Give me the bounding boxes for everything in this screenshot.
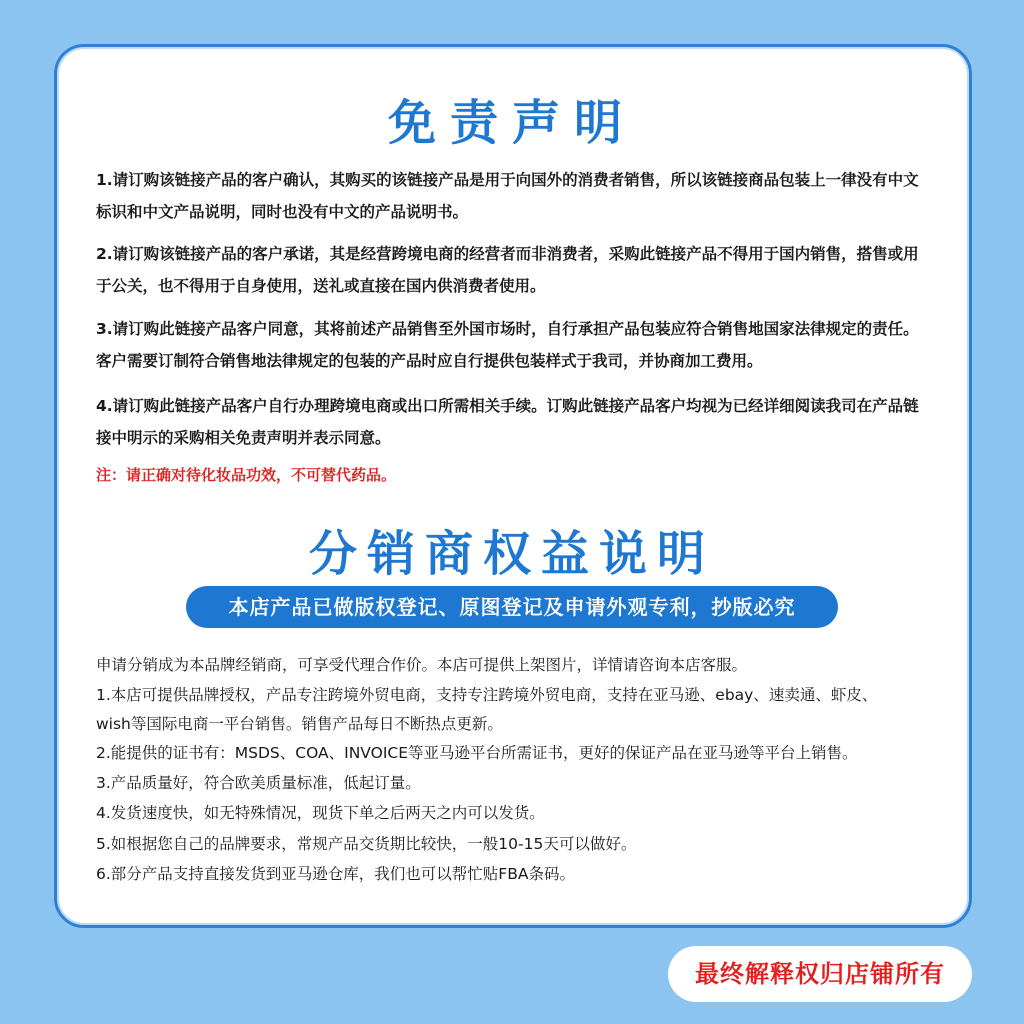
rights-item-3: 3.产品质量好，符合欧美质量标准，低起订量。 xyxy=(96,774,421,792)
disclaimer-item-2: 2.请订购该链接产品的客户承诺，其是经营跨境电商的经营者而非消费者，采购此链接产品不得用于国内销售，搭售或用于公关，也不得用于自身使用，送礼或直接在国内供消费者使用。 xyxy=(96,245,919,295)
rights-item-5: 5.如根据您自己的品牌要求，常规产品交货期比较快，一般10-15天可以做好。 xyxy=(96,835,637,853)
disclaimer-item-4: 4.请订购此链接产品客户自行办理跨境电商或出口所需相关手续。订购此链接产品客户均视为已经详细阅读我司在产品链接中明示的采购相关免责声明并表示同意。 xyxy=(96,397,919,447)
disclaimer-item-1: 1.请订购该链接产品的客户确认，其购买的该链接产品是用于向国外的消费者销售，所以该链接商品包装上一律没有中文标识和中文产品说明，同时也没有中文的产品说明书。 xyxy=(96,171,919,221)
disclaimer-item-3: 3.请订购此链接产品客户同意，其将前述产品销售至外国市场时，自行承担产品包装应符合销售地国家法律规定的责任。客户需要订制符合销售地法律规定的包装的产品时应自行提供包装样式于我司，并协商加工费用。 xyxy=(96,320,919,370)
rights-item-4: 4.发货速度快，如无特殊情况，现货下单之后两天之内可以发货。 xyxy=(96,804,545,822)
rights-intro: 申请分销成为本品牌经销商，可享受代理合作价。本店可提供上架图片，详情请咨询本店客服。 xyxy=(96,656,748,674)
disclaimer-note: 注：请正确对待化妆品功效，不可替代药品。 xyxy=(96,466,397,484)
rights-item-1-line-2: wish等国际电商一平台销售。销售产品每日不断热点更新。 xyxy=(96,715,503,733)
rights-item-1-line-1: 1.本店可提供品牌授权，产品专注跨境外贸电商，支持专注跨境外贸电商，支持在亚马逊、ebay、速卖通、虾皮、 xyxy=(96,686,878,704)
copyright-banner: 本店产品已做版权登记、原图登记及申请外观专利，抄版必究 xyxy=(186,586,838,628)
disclaimer-title: 免责声明 xyxy=(387,95,636,151)
rights-item-6: 6.部分产品支持直接发货到亚马逊仓库，我们也可以帮忙贴FBA条码。 xyxy=(96,865,575,883)
rights-title: 分销商权益说明 xyxy=(308,526,715,582)
final-interpretation-badge: 最终解释权归店铺所有 xyxy=(668,946,972,1002)
rights-item-2: 2.能提供的证书有：MSDS、COA、INVOICE等亚马逊平台所需证书，更好的保证产品在亚马逊等平台上销售。 xyxy=(96,744,858,762)
